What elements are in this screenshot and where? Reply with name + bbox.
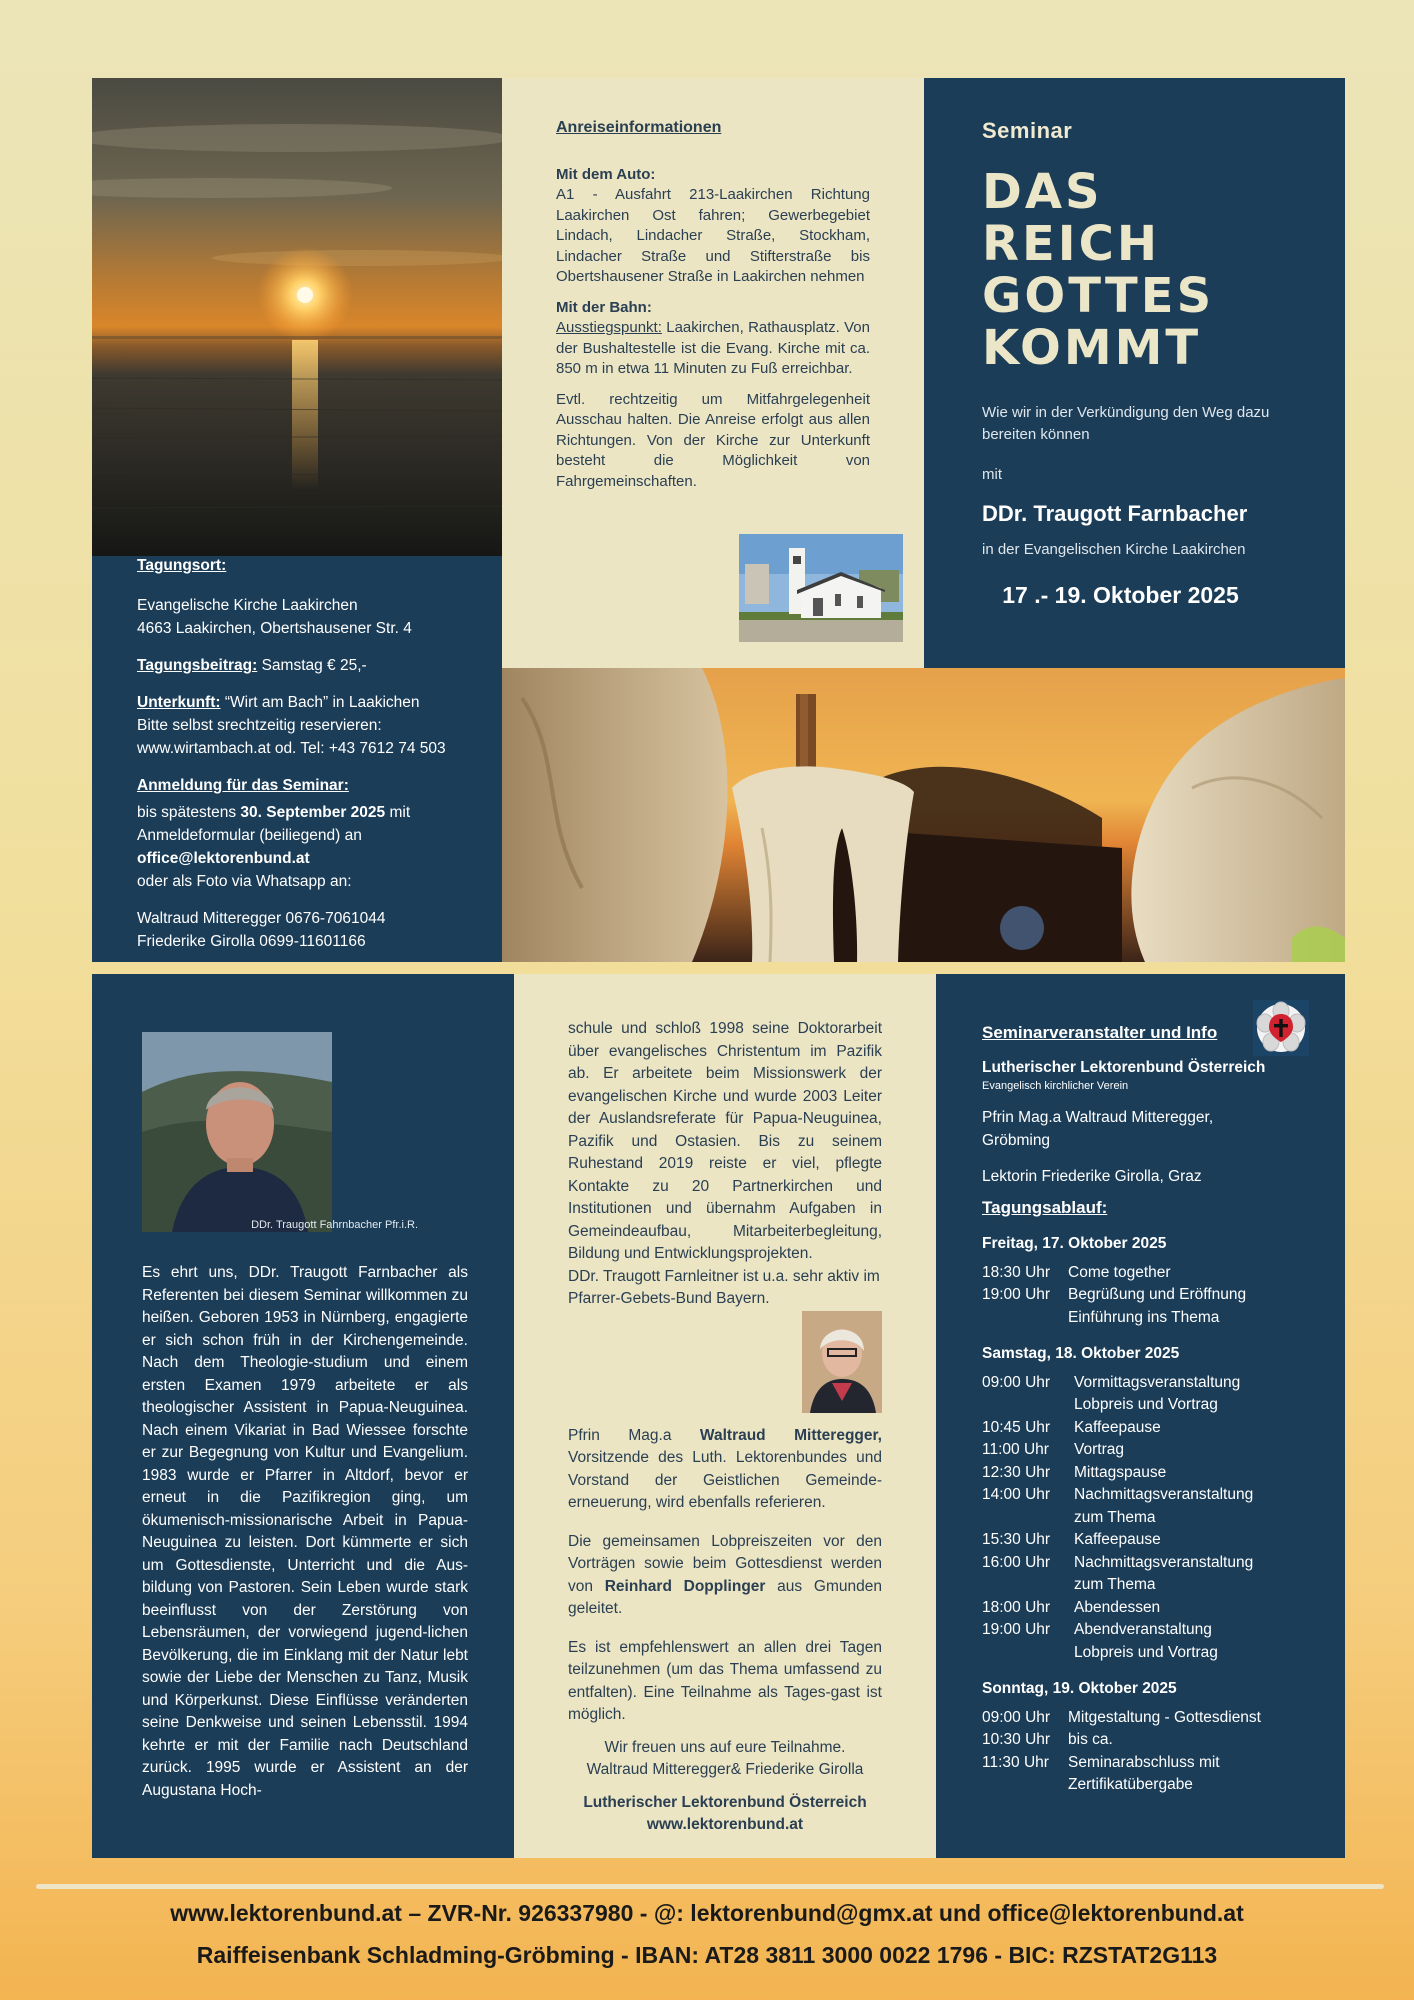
speaker-photo-block — [142, 1032, 418, 1242]
contact-girolla: Friederike Girolla 0699-11601166 — [137, 933, 366, 950]
schedule-row — [982, 1552, 1327, 1597]
schedule-text-block — [1074, 1552, 1327, 1597]
reg-suffix: mit — [385, 804, 411, 821]
cover-title — [982, 166, 1319, 374]
registration-line-2: Anmeldeformular (beiliegend) an — [137, 827, 362, 844]
lodging-line — [137, 691, 466, 714]
schedule-row — [982, 1729, 1327, 1752]
schedule-time: 16:00 Uhr — [982, 1553, 1051, 1571]
schedule-time: 18:00 Uhr — [982, 1598, 1051, 1616]
lodging-line-3: www.wirtambach.at od. Tel: +43 7612 74 503 — [137, 740, 446, 757]
fee-line — [137, 654, 466, 677]
schedule-day-label: Samstag, 18. Oktober 2025 — [982, 1345, 1180, 1362]
schedule-text-2: Lobpreis und Vortrag — [1074, 1396, 1218, 1413]
schedule-text: Mitgestaltung - Gottesdienst — [1068, 1708, 1261, 1726]
train-text — [556, 318, 870, 380]
schedule-time: 09:00 Uhr — [982, 1708, 1051, 1726]
schedule-text-block — [1074, 1484, 1327, 1529]
mitteregger-text — [568, 1425, 882, 1515]
bio-continued: schule und schloß 1998 seine Doktorarbeit über evangelisches Christentum im Pazifik ab. Er arbeitete beim Missionswerk der evangelischen Kirche und wurde 2003 Leiter der Auslandsreferate für Papua-Neuguinea, Pazifik und Ostasien. Bis zu seinem Ruhestand 2019 reiste er viel, pflegte Kontakte zu 20 Partnerkirchen und Institutionen und übernahm Aufgaben in Gemeindeaufbau, Mitarbeiterbegleitung, Bildung und Entwicklungsprojekten. — [568, 1020, 882, 1262]
schedule-text: Vortrag — [1074, 1441, 1124, 1458]
schedule-text: Abendveranstaltung — [1074, 1621, 1212, 1638]
schedule-text: Mittagspause — [1074, 1463, 1167, 1481]
footer-contact-line: www.lektorenbund.at – ZVR-Nr. 926337980 - @: lektorenbund@gmx.at und office@lektorenbund.at — [170, 1900, 1244, 1926]
schedule-row — [982, 1462, 1327, 1485]
schedule-text: Seminarabschluss mit — [1068, 1753, 1220, 1771]
bio-text: Es ehrt uns, DDr. Traugott Farnbacher als Referenten bei diesem Seminar willkommen zu heißen. Geboren 1953 in Nürnberg, engagierte er sich schon früh in der Kirchengemeinde. Nach dem Theologie-studium und einem ersten Examen 1979 arbeitete er als theologischer Assistent in Papua-Neuguinea. Nach einem Vikariat in Bad Wiessee forschte er zur Begegnung von Kultur und Evangelium. 1983 wurde er Pfarrer in Altdorf, bevor er erneut in die Pazifikregion ging, um ökumenisch-missionarische Arbeit in Papua-Neuguinea zu leisten. Dort kümmerte er sich um Gottesdienste, Unterricht und die Aus-bildung von Pastoren. Sein Leben wurde stark beeinflusst von der Zerstörung von Lebensräumen, der vorwiegend jugend-lichen Bevölkerung, die im Einklang mit der Natur lebt sowie der Liebe der Menschen zu Tanz, Musik und Körperkunst. Diese Einflüsse veränderten seine Denkweise und seinen Lebensstil. 1994 kehrte er mit der Familie nach Deutschland zurück. 1995 wurde er Assistent an der Augustana Hoch- — [142, 1264, 468, 1799]
schedule-text: Nachmittagsveranstaltung — [1074, 1486, 1254, 1503]
organizer-heading: Seminarveranstalter und Info — [982, 1023, 1218, 1042]
schedule-text: Vormittagsveranstaltung — [1074, 1373, 1241, 1391]
schedule-text-block — [1074, 1619, 1327, 1664]
schedule-text-2: Lobpreis und Vortrag — [1074, 1643, 1218, 1661]
venue-heading: Tagungsort: — [137, 557, 227, 574]
schedule-text: bis ca. — [1068, 1731, 1113, 1748]
worship-text — [568, 1531, 882, 1621]
ride-text: Evtl. rechtzeitig um Mitfahrgelegenheit Ausschau halten. Die Anreise erfolgt aus allen Richtungen. Von der Kirche zur Unterkunft besteht die Möglichkeit von Fahrgemeinschaften. — [556, 390, 870, 490]
speaker-photo-caption: DDr. Traugott Fahrnbacher Pfr.i.R. — [251, 1219, 418, 1231]
fee-label: Tagungsbeitrag: — [137, 657, 258, 674]
schedule-text-2: zum Thema — [1074, 1576, 1156, 1593]
cover-speaker: DDr. Traugott Farnbacher — [982, 501, 1248, 526]
schedule-text-block — [1068, 1752, 1327, 1797]
schedule-text-block — [1068, 1284, 1327, 1329]
schedule-time: 10:45 Uhr — [982, 1418, 1051, 1436]
organizer-name: Lutherischer Lektorenbund Österreich — [982, 1058, 1266, 1076]
schedule-text: Nachmittagsveranstaltung — [1074, 1553, 1254, 1571]
cover-panel — [924, 78, 1345, 668]
registration-line-1 — [137, 801, 466, 824]
schedule-time: 10:30 Uhr — [982, 1731, 1051, 1748]
cover-subtitle: Wie wir in der Verkündigung den Weg dazu bereiten können — [982, 404, 1270, 443]
church-photo — [739, 534, 903, 642]
cover-title-line-1: DAS — [982, 164, 1103, 220]
middle-org-name: Lutherischer Lektorenbund Österreich — [583, 1793, 867, 1811]
cover-title-line-4: KOMMT — [982, 320, 1202, 376]
train-stop-label: Ausstiegspunkt: — [556, 319, 662, 336]
schedule-time: 09:00 Uhr — [982, 1373, 1051, 1391]
speaker-photo — [142, 1032, 332, 1232]
reg-deadline: 30. September 2025 — [240, 804, 386, 821]
lodging-line-2: Bitte selbst srechtzeitig reservieren: — [137, 717, 382, 734]
schedule-time: 14:00 Uhr — [982, 1486, 1051, 1503]
schedule-day-label: Sonntag, 19. Oktober 2025 — [982, 1680, 1177, 1697]
organizer-panel — [936, 974, 1345, 1858]
organizer-person-2: Lektorin Friederike Girolla, Graz — [982, 1168, 1202, 1185]
cover-mit: mit — [982, 466, 1002, 483]
organizer-person-1-location: Gröbming — [982, 1131, 1051, 1149]
schedule-day-sunday — [982, 1678, 1327, 1797]
venue-address-2: 4663 Laakirchen, Obertshausener Str. 4 — [137, 620, 412, 637]
schedule-row — [982, 1529, 1327, 1552]
train-text-body: Laakirchen, Rathausplatz. Von der Bushaltestelle ist die Evang. Kirche mit ca. 850 m in etwa 11 Minuten zu Fuß erreichbar. — [556, 319, 870, 377]
organizer-subtitle: Evangelisch kirchlicher Verein — [982, 1080, 1129, 1092]
cover-church: in der Evangelischen Kirche Laakirchen — [982, 541, 1246, 558]
schedule-text: Begrüßung und Eröffnung — [1068, 1286, 1247, 1303]
schedule-text: Come together — [1068, 1263, 1171, 1281]
footer-bank-line: Raiffeisenbank Schladming-Gröbming - IBAN: AT28 3811 3000 0022 1796 - BIC: RZSTAT2G113 — [196, 1942, 1218, 1968]
schedule-time: 11:30 Uhr — [982, 1753, 1049, 1771]
schedule-text: Kaffeepause — [1074, 1418, 1161, 1436]
reg-prefix: bis spätestens — [137, 804, 241, 821]
car-text: A1 - Ausfahrt 213-Laakirchen Richtung Laakirchen Ost fahren; Gewerbegebiet Lindach, Lindacher Straße, Stockham, Lindacher Straße und Stifterstraße bis Obertshausener Straße in Laakirchen nehmen — [556, 186, 870, 285]
footer-divider — [36, 1884, 1384, 1889]
schedule-text-2: zum Thema — [1074, 1508, 1156, 1526]
schedule-row — [982, 1284, 1327, 1329]
schedule-row — [982, 1372, 1327, 1417]
schedule-time: 19:00 Uhr — [982, 1621, 1051, 1638]
bio-last: DDr. Traugott Farnleitner ist u.a. sehr aktiv im Pfarrer-Gebets-Bund Bayern. — [568, 1267, 880, 1307]
schedule-row — [982, 1417, 1327, 1440]
schedule-row — [982, 1262, 1327, 1285]
schedule-text-2: Einführung ins Thema — [1068, 1308, 1220, 1326]
worship-suffix: aus Gmunden geleitet. — [568, 1577, 882, 1617]
fee-value: Samstag € 25,- — [257, 657, 367, 674]
schedule-row — [982, 1752, 1327, 1797]
schedule-day-friday — [982, 1233, 1327, 1329]
worship-name: Reinhard Dopplinger — [604, 1577, 766, 1595]
registration-heading: Anmeldung für das Seminar: — [137, 777, 349, 794]
mitteregger-prefix: Pfrin Mag.a — [568, 1426, 700, 1444]
greeting-1: Wir freuen uns auf eure Teilnahme. — [604, 1738, 846, 1756]
bio-panel — [92, 974, 514, 1858]
organizer-person-1: Pfrin Mag.a Waltraud Mitteregger, — [982, 1109, 1214, 1126]
schedule-time: 11:00 Uhr — [982, 1441, 1049, 1458]
cover-title-line-3: GOTTES — [982, 268, 1215, 324]
mitteregger-body: Vorsitzende des Luth. Lektorenbundes und Vorstand der Geistlichen Gemeinde-erneuerung, wird ebenfalls referieren. — [568, 1449, 882, 1511]
middle-org-url[interactable]: www.lektorenbund.at — [646, 1816, 804, 1833]
car-heading: Mit dem Auto: — [556, 165, 656, 183]
cross-photo — [502, 668, 1345, 962]
travel-heading: Anreiseinformationen — [556, 119, 722, 136]
registration-email[interactable]: office@lektorenbund.at — [137, 850, 310, 867]
schedule-row — [982, 1439, 1327, 1462]
schedule-text: Abendessen — [1074, 1598, 1161, 1616]
cover-seminar-label: Seminar — [982, 118, 1073, 143]
registration-line-4: oder als Foto via Whatsapp an: — [137, 873, 352, 890]
travel-panel — [502, 78, 924, 668]
venue-panel — [92, 556, 502, 962]
contact-mitteregger: Waltraud Mitteregger 0676-7061044 — [137, 910, 386, 927]
cover-title-line-2: REICH — [982, 216, 1161, 272]
lodging-label: Unterkunft: — [137, 694, 221, 711]
schedule-row — [982, 1484, 1327, 1529]
mitteregger-name: Waltraud Mitteregger, — [699, 1426, 882, 1444]
greeting-2: Waltraud Mitteregger& Friederike Girolla — [586, 1761, 864, 1778]
schedule-time: 15:30 Uhr — [982, 1531, 1051, 1548]
schedule-row — [982, 1619, 1327, 1664]
schedule-heading: Tagungsablauf: — [982, 1197, 1108, 1217]
sunset-photo — [92, 78, 502, 556]
schedule-day-saturday — [982, 1343, 1327, 1664]
mitteregger-photo — [802, 1311, 882, 1413]
schedule-text: Kaffeepause — [1074, 1531, 1161, 1548]
attendance-text: Es ist empfehlenswert an allen drei Tagen teilzunehmen (um das Thema umfassend zu entfalten). Eine Teilnahme als Tages-gast ist möglich. — [568, 1638, 882, 1723]
schedule-time: 18:30 Uhr — [982, 1263, 1051, 1281]
schedule-time: 19:00 Uhr — [982, 1286, 1051, 1303]
worship-prefix: Die gemeinsamen Lobpreiszeiten vor den Vorträgen sowie beim Gottesdienst werden von — [568, 1532, 882, 1595]
train-heading: Mit der Bahn: — [556, 298, 652, 316]
lodging-value: “Wirt am Bach” in Laakichen — [220, 694, 420, 711]
schedule-row — [982, 1597, 1327, 1620]
venue-address-1: Evangelische Kirche Laakirchen — [137, 597, 358, 614]
schedule-row — [982, 1707, 1327, 1730]
schedule-text-block — [1074, 1372, 1327, 1417]
schedule-text-2: Zertifikatübergabe — [1068, 1776, 1193, 1793]
middle-panel — [514, 974, 936, 1858]
mitteregger-photo-row — [568, 1311, 882, 1421]
schedule-day-label: Freitag, 17. Oktober 2025 — [982, 1235, 1167, 1252]
schedule-time: 12:30 Uhr — [982, 1463, 1051, 1481]
luther-rose-icon — [1253, 1000, 1309, 1056]
cover-date: 17 .- 19. Oktober 2025 — [1002, 582, 1239, 608]
